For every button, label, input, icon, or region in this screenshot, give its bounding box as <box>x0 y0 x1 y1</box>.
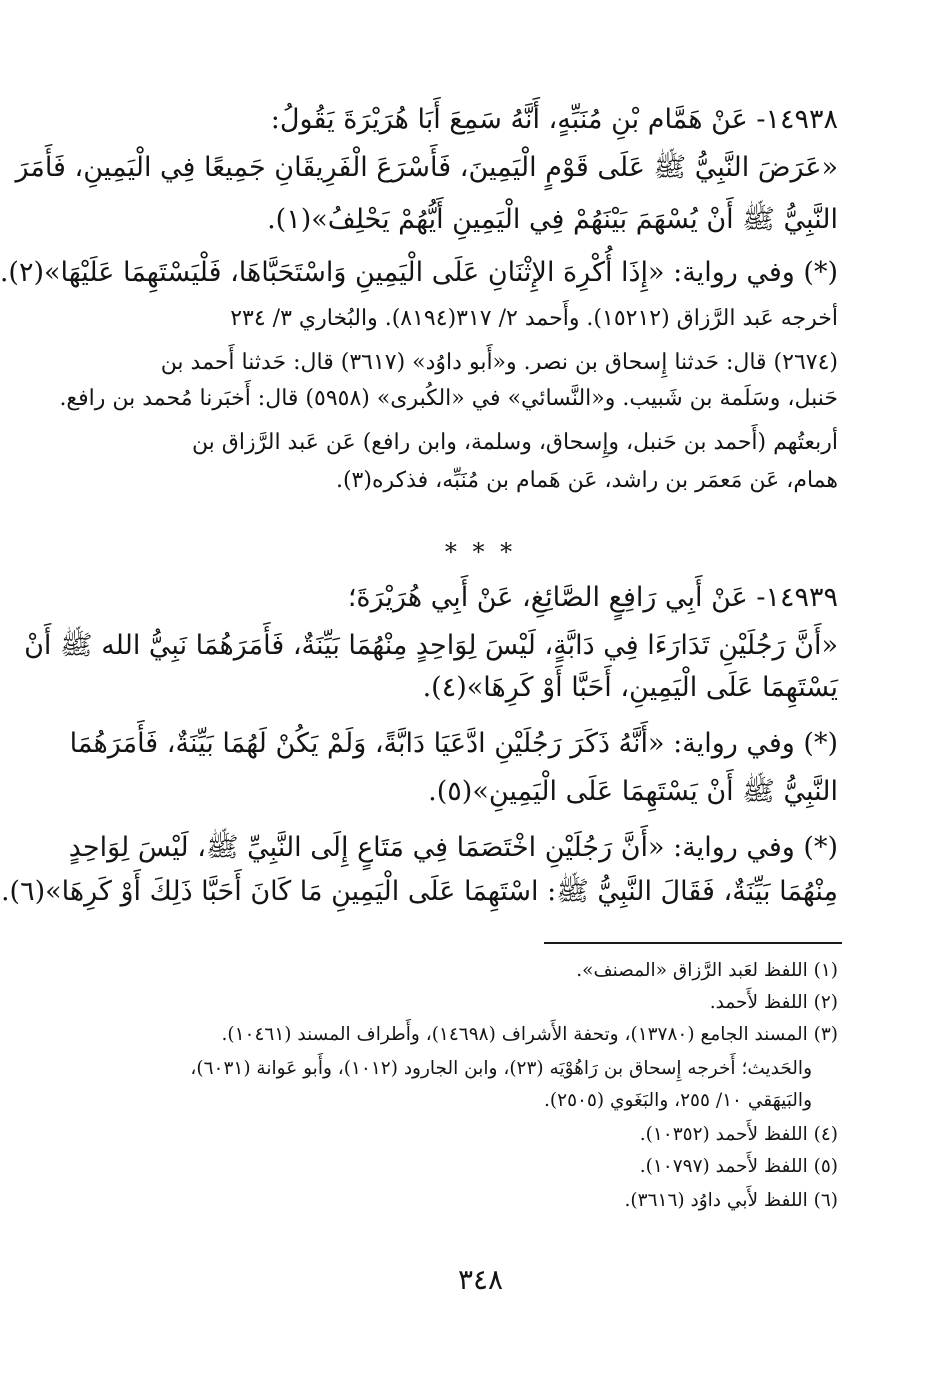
hadith-14939 <box>0 582 838 918</box>
hadith-line: مِنْهُمَا بَيِّنَةٌ، فَقَالَ النَّبِيُّ ﷺ: اسْتَهِمَا عَلَى الْيَمِينِ مَا كَانَ أَحَبَّا ذَلِكَ أَوْ كَرِهَا»(٦). <box>0 876 838 907</box>
footnote: (٢) اللفظ لأَحمد. <box>709 992 838 1013</box>
source-line: أربعتُهم (أَحمد بن حَنبل، وإِسحاق، وسلمة، وابن رافع) عَن عَبد الرَّزاق بن <box>191 430 838 455</box>
hadith-line: «أَنَّ رَجُلَيْنِ تَدَارَءَا فِي دَابَّةٍ، لَيْسَ لِوَاحِدٍ مِنْهُمَا بَيِّنَةٌ، فَأَمَرَهُمَا نَبِيُّ الله ﷺ أَنْ <box>24 630 838 661</box>
narration-variant: (*) وفي رواية: «أَنَّهُ ذَكَرَ رَجُلَيْنِ ادَّعَيَا دَابَّةً، وَلَمْ يَكُنْ لَهُمَا بَيِّنَةٌ، فَأَمَرَهُمَا <box>69 728 838 759</box>
footnote: (٥) اللفظ لأَحمد (١٠٧٩٧). <box>639 1156 838 1177</box>
footnote: (٣) المسند الجامع (١٣٧٨٠)، وتحفة الأَشراف (١٤٦٩٨)، وأَطراف المسند (١٠٤٦١). <box>221 1024 838 1045</box>
hadith-line: يَسْتَهِمَا عَلَى الْيَمِينِ، أَحَبَّا أَوْ كَرِهَا»(٤). <box>422 672 838 703</box>
footnote-continuation: والبَيهَقي ١٠/ ٢٥٥، والبَغَوي (٢٥٠٥). <box>544 1090 812 1111</box>
footnote: (٤) اللفظ لأَحمد (١٠٣٥٢). <box>639 1124 838 1145</box>
source-line: أخرجه عَبد الرَّزاق (١٥٢١٢). وأَحمد ٢/ ٣١٧(٨١٩٤). والبُخاري ٣/ ٢٣٤ <box>230 306 838 331</box>
source-line: حَنبل، وسَلَمة بن شَبيب. و«النَّسائي» في «الكُبرى» (٥٩٥٨) قال: أَخبَرنا مُحمد بن رافع. <box>59 386 838 411</box>
footnote: (١) اللفظ لعَبد الرَّزاق «المصنف». <box>576 960 838 981</box>
hadith-line: «عَرَضَ النَّبِيُّ ﷺ عَلَى قَوْمٍ الْيَمِينَ، فَأَسْرَعَ الْفَرِيقَانِ جَمِيعًا فِي الْيَمِينِ، فَأَمَرَ <box>15 152 838 183</box>
hadith-line: النَّبِيُّ ﷺ أَنْ يُسْهَمَ بَيْنَهُمْ فِي الْيَمِينِ أَيُّهُمْ يَحْلِفُ»(١). <box>267 204 838 235</box>
hadith-14938-sources <box>59 306 838 508</box>
footnote-divider <box>544 942 842 944</box>
narration-variant: (*) وفي رواية: «أَنَّ رَجُلَيْنِ اخْتَصَمَا فِي مَتَاعٍ إِلَى النَّبِيِّ ﷺ، لَيْسَ لِوَاحِدٍ <box>68 832 838 863</box>
footnote-continuation: والحَديث؛ أَخرجه إِسحاق بن رَاهُوْيَه (٢٣)، وابن الجارود (١٠١٢)، وأَبو عَوانة (٦٠٣١)، <box>190 1058 812 1079</box>
section-separator: * * * <box>444 538 517 566</box>
footnote: (٦) اللفظ لأَبي داوُد (٣٦١٦). <box>624 1190 838 1211</box>
hadith-line: ١٤٩٣٨- عَنْ هَمَّام بْنِ مُنَبِّهٍ، أَنَّهُ سَمِعَ أَبَا هُرَيْرَةَ يَقُولُ: <box>270 104 838 135</box>
hadith-14938 <box>0 104 838 301</box>
page-number: ٣٤٨ <box>457 1263 504 1296</box>
narration-variant: (*) وفي رواية: «إِذَا أُكْرِهَ الإِثْنَانِ عَلَى الْيَمِينِ وَاسْتَحَبَّاهَا، فَلْيَسْتَهِمَا عَلَيْهَا»(٢). <box>0 257 838 288</box>
footnotes <box>119 960 838 1222</box>
source-line: (٢٦٧٤) قال: حَدثنا إِسحاق بن نصر. و«أَبو داوُد» (٣٦١٧) قال: حَدثنا أَحمد بن <box>160 350 838 375</box>
source-line: همام، عَن مَعمَر بن راشد، عَن هَمام بن مُنَبِّه، فذكره(٣). <box>335 468 838 493</box>
hadith-line: ١٤٩٣٩- عَنْ أَبِي رَافِعٍ الصَّائِغِ، عَنْ أَبِي هُرَيْرَةَ؛ <box>347 582 838 613</box>
hadith-line: النَّبِيُّ ﷺ أَنْ يَسْتَهِمَا عَلَى الْيَمِينِ»(٥). <box>428 776 838 807</box>
